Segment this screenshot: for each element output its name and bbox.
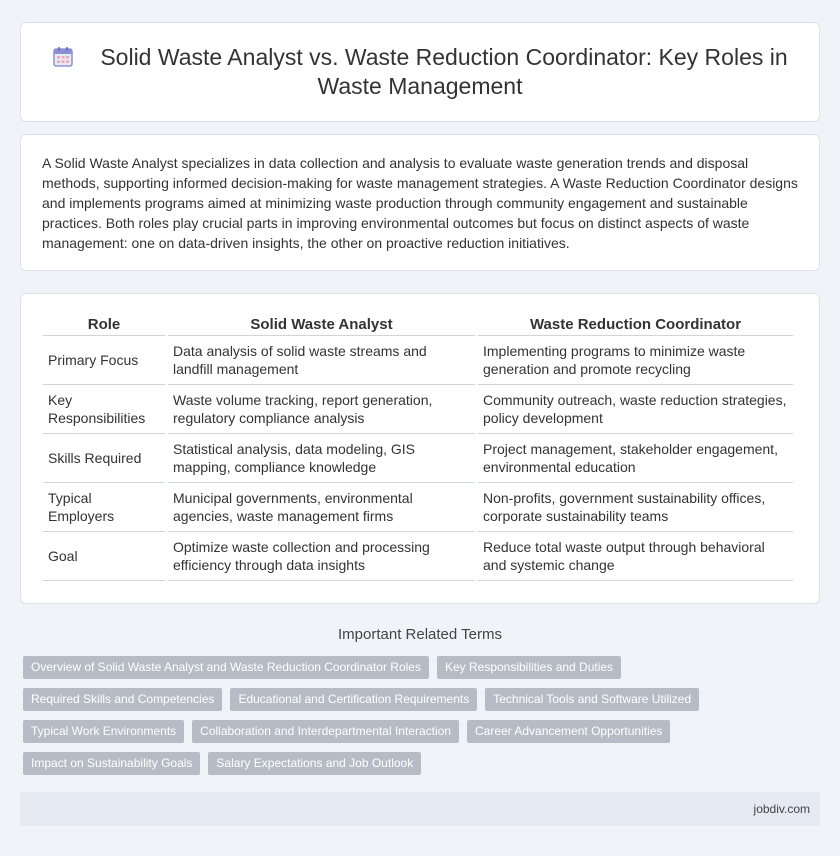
related-term-tag[interactable]: Impact on Sustainability Goals <box>23 752 200 775</box>
related-term-tag[interactable]: Overview of Solid Waste Analyst and Waste Reduction Coordinator Roles <box>23 656 429 679</box>
row-label: Goal <box>43 532 165 581</box>
related-term-tag[interactable]: Career Advancement Opportunities <box>467 720 670 743</box>
intro-paragraph: A Solid Waste Analyst specializes in data collection and analysis to evaluate waste generation trends and disposal methods, supporting informed decision-making for waste management strategies. A Waste Reduction Coordinator designs and implements programs aimed at minimizing waste production through community engagement and sustainable practices. Both roles play crucial parts in improving environmental outcomes but focus on distinct aspects of waste management: one on data-driven insights, the other on proactive reduction initiatives. <box>42 155 798 251</box>
table-cell: Statistical analysis, data modeling, GIS mapping, compliance knowledge <box>168 434 475 483</box>
table-cell: Non-profits, government sustainability offices, corporate sustainability teams <box>478 483 793 532</box>
page-title-text: Solid Waste Analyst vs. Waste Reduction Coordinator: Key Roles in Waste Management <box>100 44 788 99</box>
related-term-tag[interactable]: Key Responsibilities and Duties <box>437 656 621 679</box>
row-label: Primary Focus <box>43 336 165 385</box>
table-row <box>43 483 793 532</box>
row-label: Typical Employers <box>43 483 165 532</box>
related-term-tag[interactable]: Educational and Certification Requirements <box>230 688 477 711</box>
table-row <box>43 532 793 581</box>
related-term-tag[interactable]: Required Skills and Competencies <box>23 688 222 711</box>
calendar-icon <box>52 46 74 68</box>
footer <box>20 792 820 826</box>
table-row <box>43 336 793 385</box>
table-cell: Project management, stakeholder engagement, environmental education <box>478 434 793 483</box>
related-term-tag[interactable]: Collaboration and Interdepartmental Interaction <box>192 720 459 743</box>
related-term-tag[interactable]: Technical Tools and Software Utilized <box>485 688 699 711</box>
table-header-row <box>43 310 793 336</box>
column-header-solid-waste-analyst: Solid Waste Analyst <box>168 310 475 336</box>
table-cell: Municipal governments, environmental agencies, waste management firms <box>168 483 475 532</box>
intro-card <box>20 134 820 271</box>
table-cell: Data analysis of solid waste streams and landfill management <box>168 336 475 385</box>
table-row <box>43 434 793 483</box>
table-cell: Implementing programs to minimize waste generation and promote recycling <box>478 336 793 385</box>
row-label: Key Responsibilities <box>43 385 165 434</box>
table-cell: Community outreach, waste reduction strategies, policy development <box>478 385 793 434</box>
footer-site-link[interactable]: jobdiv.com <box>753 802 810 816</box>
related-term-tag[interactable]: Salary Expectations and Job Outlook <box>208 752 421 775</box>
comparison-card <box>20 293 820 604</box>
column-header-waste-reduction-coordinator: Waste Reduction Coordinator <box>478 310 793 336</box>
table-cell: Waste volume tracking, report generation, regulatory compliance analysis <box>168 385 475 434</box>
title-card <box>20 22 820 122</box>
related-terms-heading: Important Related Terms <box>338 626 502 643</box>
column-header-role: Role <box>43 310 165 336</box>
row-label: Skills Required <box>43 434 165 483</box>
table-row <box>43 385 793 434</box>
related-terms-list <box>23 656 823 775</box>
related-term-tag[interactable]: Typical Work Environments <box>23 720 184 743</box>
comparison-table <box>40 310 796 581</box>
table-cell: Optimize waste collection and processing efficiency through data insights <box>168 532 475 581</box>
table-cell: Reduce total waste output through behavioral and systemic change <box>478 532 793 581</box>
page-title <box>39 43 801 101</box>
